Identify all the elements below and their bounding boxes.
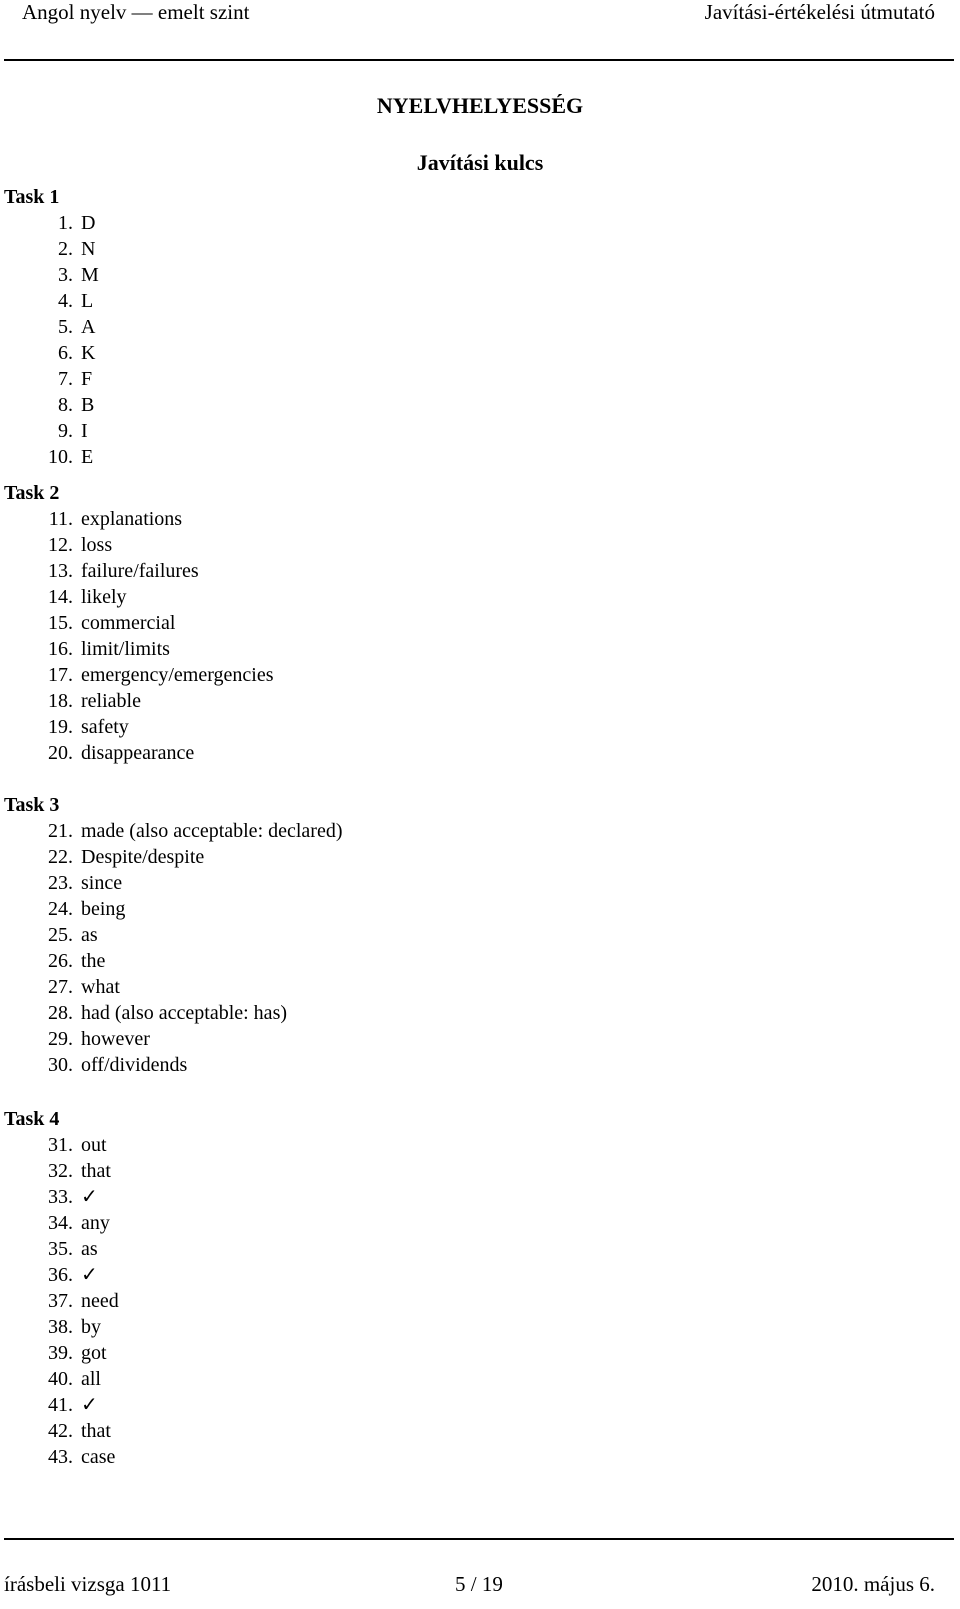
section-title: NYELVHELYESSÉG (376, 93, 584, 118)
answer-text: safety (81, 716, 129, 738)
answer-item (4, 315, 95, 339)
answer-item (4, 1133, 107, 1157)
answer-number: 8. (58, 394, 73, 416)
answer-number: 1. (58, 212, 73, 234)
answer-item (4, 975, 120, 999)
answer-item (4, 1315, 101, 1339)
answer-number: 10. (48, 446, 73, 468)
answer-number: 12. (48, 534, 73, 556)
answer-text: M (81, 264, 99, 286)
answer-text: ✓ (81, 1264, 98, 1286)
answer-item (4, 871, 122, 895)
answer-number: 4. (58, 290, 73, 312)
answer-text: made (also acceptable: declared) (81, 820, 343, 842)
answer-item (4, 1341, 107, 1365)
answer-item (4, 445, 93, 469)
answer-item (4, 637, 170, 661)
answer-item (4, 1027, 150, 1051)
answer-number: 27. (48, 976, 73, 998)
answer-item (4, 237, 95, 261)
answer-item (4, 689, 141, 713)
answer-text: as (81, 924, 98, 946)
answer-text: I (81, 420, 88, 442)
answer-text: N (81, 238, 96, 260)
answer-text: Despite/despite (81, 846, 205, 868)
answer-text: that (81, 1160, 111, 1182)
task-heading: Task 4 (4, 1108, 60, 1130)
answer-text: case (81, 1446, 116, 1468)
answer-item (4, 1263, 98, 1287)
answer-text: disappearance (81, 742, 195, 764)
answer-text: however (81, 1028, 150, 1050)
answer-number: 2. (58, 238, 73, 260)
answer-number: 7. (58, 368, 73, 390)
answer-number: 24. (48, 898, 73, 920)
answer-number: 30. (48, 1054, 73, 1076)
answer-item (4, 367, 92, 391)
answer-item (4, 741, 194, 765)
answer-number: 32. (48, 1160, 73, 1182)
answer-text: since (81, 872, 123, 894)
answer-text: L (81, 290, 94, 312)
answer-item (4, 211, 95, 235)
answer-item (4, 1185, 98, 1209)
answer-number: 41. (48, 1394, 73, 1416)
answer-item (4, 341, 95, 365)
footer-page-number: 5 / 19 (455, 1572, 503, 1596)
answer-text: loss (81, 534, 113, 556)
answer-item (4, 923, 98, 947)
answer-number: 13. (48, 560, 73, 582)
answer-text: any (81, 1212, 110, 1234)
answer-text: all (81, 1368, 101, 1390)
answer-number: 20. (48, 742, 73, 764)
answer-text: had (also acceptable: has) (81, 1002, 288, 1024)
answer-number: 22. (48, 846, 73, 868)
answer-text: limit/limits (81, 638, 170, 660)
task-heading: Task 3 (4, 794, 60, 816)
answer-number: 37. (48, 1290, 73, 1312)
answer-item (4, 897, 125, 921)
answer-text: what (81, 976, 120, 998)
answer-item (4, 1419, 111, 1443)
answer-number: 19. (48, 716, 73, 738)
answer-text: D (81, 212, 96, 234)
answer-number: 18. (48, 690, 73, 712)
answer-item (4, 1393, 98, 1417)
answer-number: 11. (48, 508, 73, 530)
answer-number: 5. (58, 316, 73, 338)
answer-item (4, 611, 175, 635)
answer-item (4, 663, 274, 687)
answer-text: as (81, 1238, 98, 1260)
answer-number: 28. (48, 1002, 73, 1024)
answer-number: 35. (48, 1238, 73, 1260)
answer-number: 38. (48, 1316, 73, 1338)
answer-text: off/dividends (81, 1054, 188, 1076)
page-header (0, 0, 960, 62)
answer-text: likely (81, 586, 127, 608)
answer-item (4, 1053, 187, 1077)
footer-date: 2010. május 6. (811, 1572, 935, 1596)
answer-text: commercial (81, 612, 176, 634)
answer-item (4, 1211, 110, 1235)
answer-text: got (81, 1342, 107, 1364)
answer-item (4, 263, 99, 287)
answer-number: 21. (48, 820, 73, 842)
answer-number: 29. (48, 1028, 73, 1050)
answer-text: the (81, 950, 106, 972)
answer-text: B (81, 394, 95, 416)
answer-item (4, 1001, 287, 1025)
answer-number: 33. (48, 1186, 73, 1208)
answer-number: 34. (48, 1212, 73, 1234)
answer-item (4, 559, 199, 583)
answer-text: explanations (81, 508, 183, 530)
answer-item (4, 393, 94, 417)
answer-text: F (81, 368, 93, 390)
section-subtitle: Javítási kulcs (416, 150, 544, 175)
answer-number: 17. (48, 664, 73, 686)
answer-number: 16. (48, 638, 73, 660)
answer-text: E (81, 446, 94, 468)
answer-number: 14. (48, 586, 73, 608)
answer-text: A (81, 316, 96, 338)
footer-exam-code: írásbeli vizsga 1011 (4, 1572, 172, 1596)
answer-text: emergency/emergencies (81, 664, 274, 686)
answer-text: by (81, 1316, 101, 1338)
answer-item (4, 715, 129, 739)
footer-divider (4, 1538, 954, 1540)
answer-number: 39. (48, 1342, 73, 1364)
answer-number: 40. (48, 1368, 73, 1390)
answer-item (4, 949, 105, 973)
answer-item (4, 585, 127, 609)
answer-text: K (81, 342, 96, 364)
answer-number: 26. (48, 950, 73, 972)
header-document-type: Javítási-értékelési útmutató (704, 0, 935, 24)
answer-number: 25. (48, 924, 73, 946)
answer-number: 3. (58, 264, 73, 286)
answer-text: need (81, 1290, 119, 1312)
answer-number: 43. (48, 1446, 73, 1468)
task-heading: Task 1 (4, 186, 60, 208)
answer-item (4, 1237, 98, 1261)
page-footer (0, 1572, 960, 1602)
answer-number: 23. (48, 872, 73, 894)
answer-number: 15. (48, 612, 73, 634)
answer-item (4, 1445, 115, 1469)
header-subject: Angol nyelv — emelt szint (22, 0, 250, 24)
answer-item (4, 419, 88, 443)
answer-item (4, 1367, 101, 1391)
answer-number: 36. (48, 1264, 73, 1286)
answer-text: being (81, 898, 126, 920)
answer-item (4, 1289, 119, 1313)
header-divider (4, 59, 954, 61)
answer-number: 31. (48, 1134, 73, 1156)
answer-item (4, 289, 93, 313)
answer-item (4, 533, 112, 557)
answer-text: out (81, 1134, 107, 1156)
answer-text: that (81, 1420, 111, 1442)
answer-number: 42. (48, 1420, 73, 1442)
task-heading: Task 2 (4, 482, 60, 504)
answer-text: ✓ (81, 1394, 98, 1416)
answer-item (4, 819, 343, 843)
answer-item (4, 1159, 111, 1183)
answer-text: failure/failures (81, 560, 199, 582)
answer-number: 9. (58, 420, 73, 442)
answer-text: ✓ (81, 1186, 98, 1208)
answer-text: reliable (81, 690, 141, 712)
answer-item (4, 507, 182, 531)
answer-number: 6. (58, 342, 73, 364)
answer-item (4, 845, 204, 869)
